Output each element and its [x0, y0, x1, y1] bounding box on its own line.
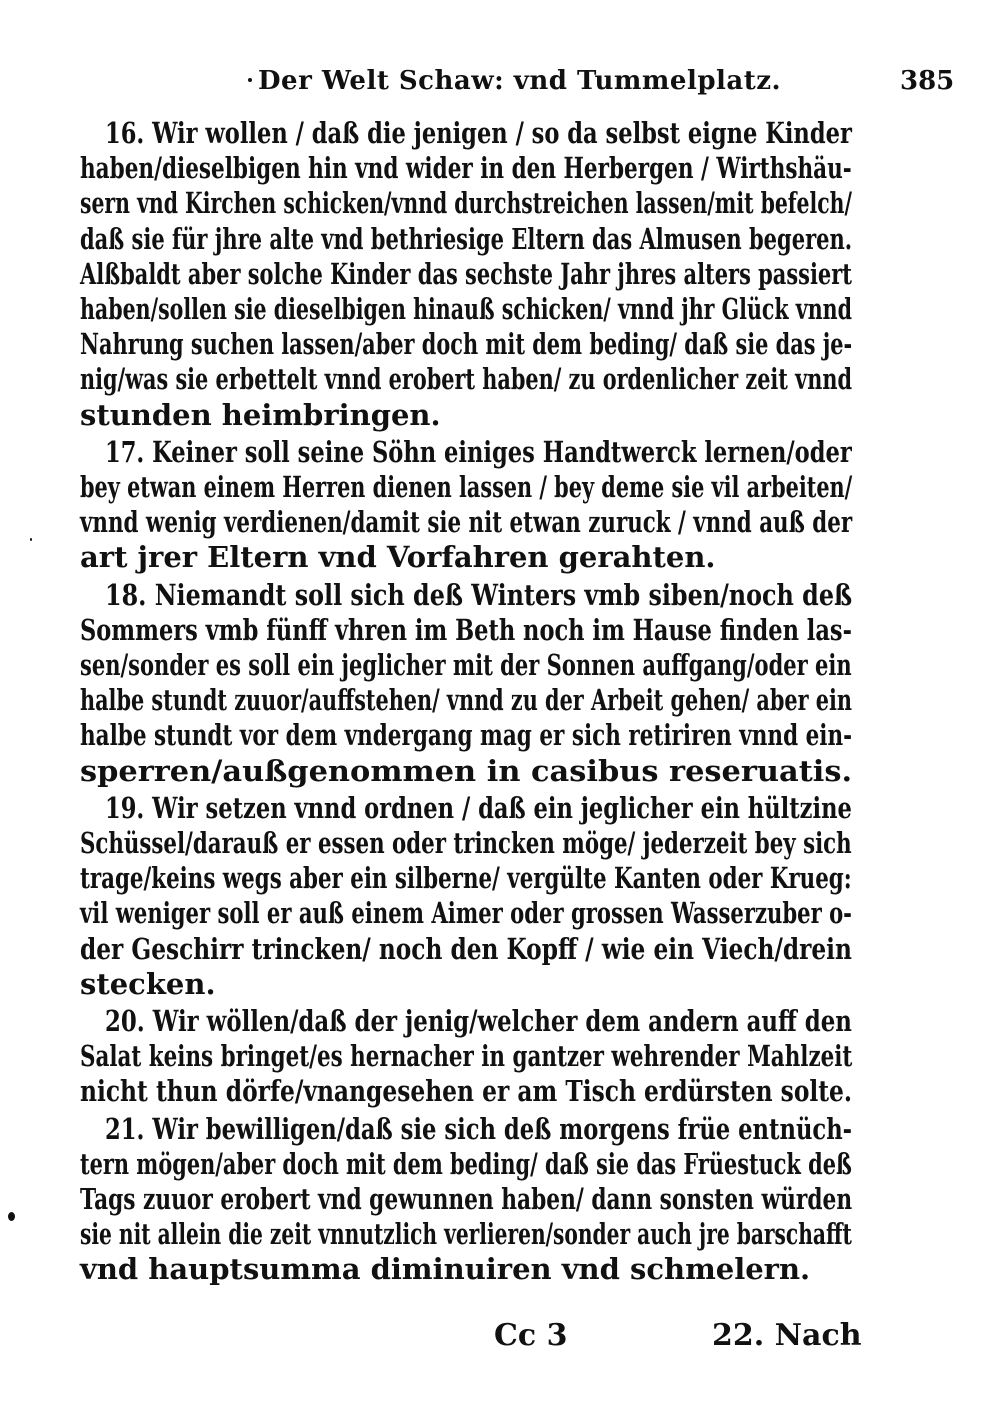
text-line: halbe stundt vor dem vndergang mag er sich retiriren vnnd ein-	[80, 718, 853, 752]
text-line: halbe stundt zuuor/auffstehen/ vnnd zu der Arbeit gehen/ aber ein	[80, 683, 852, 717]
text-line: nig/was sie erbettelt vnnd erobert haben/ zu ordenlicher zeit vnnd	[80, 362, 852, 396]
signature-mark: Cc 3	[494, 1318, 568, 1353]
page-number: 385	[900, 66, 955, 96]
text-line: 21. Wir bewilligen/daß sie sich deß morgens früe entnüch-	[105, 1112, 853, 1146]
text-line: der Geschirr trincken/ noch den Kopff / wie ein Viech/drein	[80, 932, 852, 966]
text-line: 19. Wir setzen vnnd ordnen / daß ein jeglicher ein hültzine	[105, 791, 852, 825]
text-line: tern mögen/aber doch mit dem beding/ daß sie das Früestuck deß	[80, 1147, 852, 1181]
text-line: sie nit allein die zeit vnnutzlich verlieren/sonder auch jre barschafft	[80, 1217, 852, 1251]
text-line: vil weniger soll er auß einem Aimer oder grossen Wasserzuber o-	[80, 896, 852, 930]
text-line: haben/dieselbigen hin vnd wider in den Herbergen / Wirthshäu-	[80, 151, 852, 185]
running-title: Der Welt Schaw: vnd Tummelplatz.	[258, 66, 782, 96]
text-line: Sommers vmb fünff vhren im Beth noch im Hause finden las-	[80, 613, 852, 647]
ink-speck	[248, 78, 252, 82]
text-line: daß sie für jhre alte vnd bethriesige Eltern das Almusen begeren.	[80, 222, 853, 256]
text-line: stunden heimbringen.	[80, 398, 441, 432]
text-line: sen/sonder es soll ein jeglicher mit der Sonnen auffgang/oder ein	[80, 648, 852, 682]
text-line: bey etwan einem Herren dienen lassen / bey deme sie vil arbeiten/	[80, 470, 853, 504]
text-line: 16. Wir wollen / daß die jenigen / so da selbst eigne Kinder	[105, 116, 852, 150]
text-line: Tags zuuor erobert vnd gewunnen haben/ dann sonsten würden	[80, 1182, 853, 1216]
text-line: haben/sollen sie dieselbigen hinauß schicken/ vnnd jhr Glück vnnd	[80, 292, 852, 326]
text-line: nicht thun dörfe/vnangesehen er am Tisch erdürsten solte.	[80, 1074, 853, 1108]
ink-speck	[30, 538, 32, 541]
text-line: 20. Wir wöllen/daß der jenig/welcher dem andern auff den	[105, 1004, 852, 1038]
text-line: trage/keins wegs aber ein silberne/ vergülte Kanten oder Krueg:	[80, 861, 852, 895]
text-line: Schüssel/darauß er essen oder trincken möge/ jederzeit bey sich	[80, 826, 852, 860]
text-line: Salat keins bringet/es hernacher in gantzer wehrender Mahlzeit	[80, 1039, 853, 1073]
catchword: 22. Nach	[712, 1318, 862, 1353]
text-line: art jrer Eltern vnd Vorfahren gerahten.	[80, 540, 716, 574]
text-line: vnd hauptsumma diminuiren vnd schmelern.	[80, 1252, 811, 1286]
text-line: 18. Niemandt soll sich deß Winters vmb siben/noch deß	[105, 578, 853, 612]
text-line: stecken.	[80, 967, 216, 1001]
text-line: vnnd wenig verdienen/damit sie nit etwan zuruck / vnnd auß der	[80, 505, 853, 539]
text-line: sperren/außgenommen in casibus reseruatis.	[80, 754, 853, 788]
text-line: Alßbaldt aber solche Kinder das sechste Jahr jhres alters passiert	[80, 257, 852, 291]
text-line: sern vnd Kirchen schicken/vnnd durchstreichen lassen/mit befelch/	[80, 186, 852, 220]
text-line: Nahrung suchen lassen/aber doch mit dem beding/ daß sie das je-	[80, 327, 853, 361]
text-line: 17. Keiner soll seine Söhn einiges Handtwerck lernen/oder	[105, 435, 852, 469]
ink-speck	[8, 1212, 15, 1221]
